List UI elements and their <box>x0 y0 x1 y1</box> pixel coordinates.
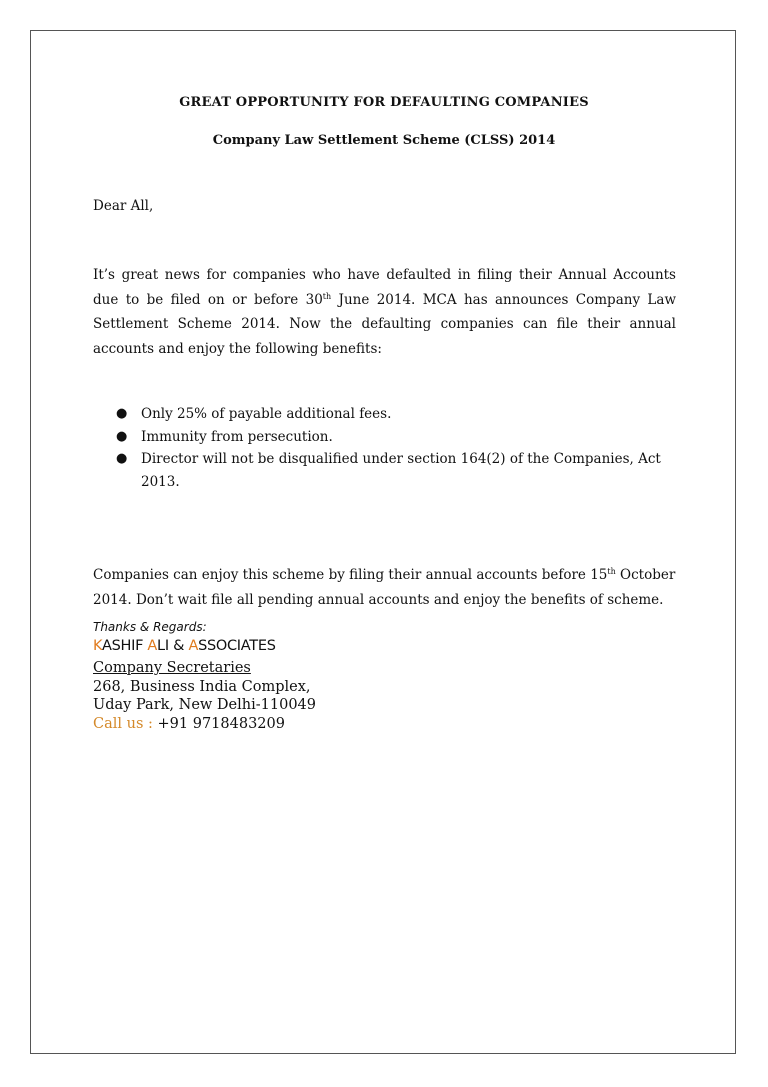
address-line-2: Uday Park, New Delhi-110049 <box>93 697 316 713</box>
firm-initial-a: A <box>147 638 158 654</box>
list-item <box>111 426 676 449</box>
benefit-text: Director will not be disqualified under section 164(2) of the Companies, Act 2013. <box>141 451 661 490</box>
document-subtitle: Company Law Settlement Scheme (CLSS) 2014 <box>212 133 556 148</box>
contact-line <box>93 715 316 734</box>
greeting: Dear All, <box>93 198 154 214</box>
firm-text-li: LI & <box>157 638 189 654</box>
benefit-text: Only 25% of payable additional fees. <box>141 406 392 422</box>
thanks-regards: Thanks & Regards: <box>93 620 207 634</box>
list-item <box>111 403 676 426</box>
list-item <box>111 448 676 493</box>
bullet-icon: ● <box>116 428 128 444</box>
firm-text-ashif: ASHIF <box>101 638 148 654</box>
bullet-icon: ● <box>116 451 128 466</box>
intro-superscript: th <box>322 291 332 301</box>
firm-initial-a2: A <box>188 638 199 654</box>
closing-paragraph <box>93 563 676 612</box>
benefits-list <box>111 403 676 493</box>
firm-text-ssociates: SSOCIATES <box>198 638 276 654</box>
closing-text-2: October 2014. Don’t wait file all pending annual accounts and enjoy the benefits of scheme. <box>93 567 676 608</box>
firm-role: Company Secretaries <box>93 660 251 676</box>
intro-text-1: It’s great news for companies who have defaulted in filing their Annual Accounts due to be filed on or before 30 <box>93 267 676 308</box>
firm-initial-k: K <box>93 638 102 654</box>
bullet-icon: ● <box>116 406 128 421</box>
intro-paragraph <box>93 263 676 361</box>
closing-text-1: Companies can enjoy this scheme by filing their annual accounts before 15 <box>93 567 608 583</box>
firm-name <box>93 638 276 654</box>
page-border <box>30 30 736 1054</box>
signature-address <box>93 659 316 733</box>
closing-superscript: th <box>607 567 616 576</box>
document-title: GREAT OPPORTUNITY FOR DEFAULTING COMPANIES <box>179 95 589 110</box>
intro-text-2: June 2014. MCA has announces Company Law Settlement Scheme 2014. Now the defaulting companies can file their annual accounts and enjoy the following benefits: <box>93 291 677 357</box>
benefit-text: Immunity from persecution. <box>141 428 333 445</box>
address-line-1: 268, Business India Complex, <box>93 678 311 695</box>
call-label: Call us : <box>93 715 158 732</box>
phone-number[interactable]: +91 9718483209 <box>157 715 285 732</box>
